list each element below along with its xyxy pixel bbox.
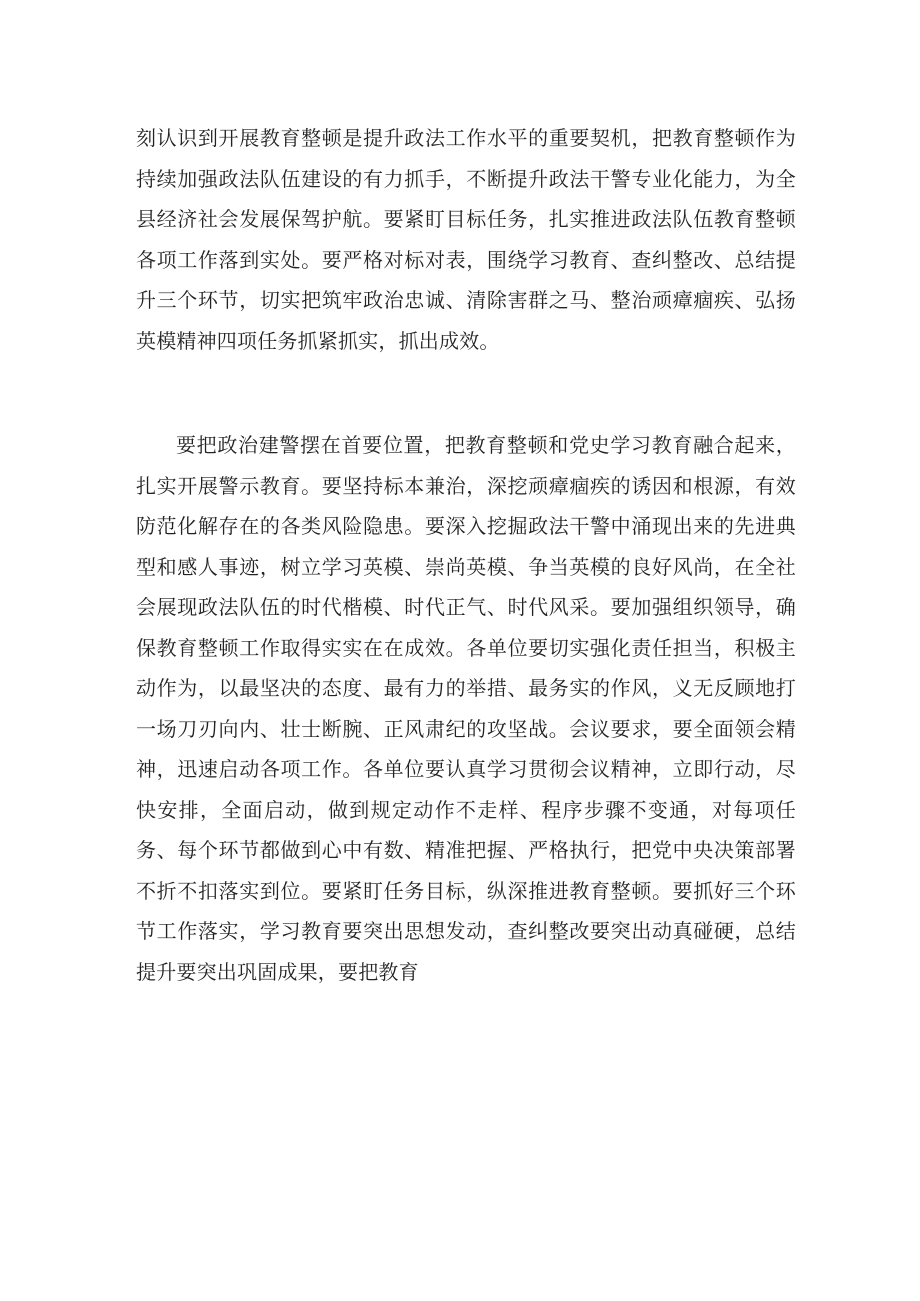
paragraph-1: 刻认识到开展教育整顿是提升政法工作水平的重要契机，把教育整顿作为持续加强政法队伍建设的有力抓手，不断提升政法干警专业化能力，为全县经济社会发展保驾护航。要紧盯目标任务，扎实推进政法队伍教育整顿各项工作落到实处。要严格对标对表，围绕学习教育、查纠整改、总结提升三个环节，切实把筑牢政治忠诚、清除害群之马、整治顽瘴痼疾、弘扬英模精神四项任务抓紧抓实，抓出成效。 xyxy=(136,126,796,353)
paragraph-2: 要把政治建警摆在首要位置，把教育整顿和党史学习教育融合起来，扎实开展警示教育。要坚持标本兼治，深挖顽瘴痼疾的诱因和根源，有效防范化解存在的各类风险隐患。要深入挖掘政法干警中涌现出来的先进典型和感人事迹，树立学习英模、崇尚英模、争当英模的良好风尚，在全社会展现政法队伍的时代楷模、时代正气、时代风采。要加强组织领导，确保教育整顿工作取得实实在在成效。各单位要切实强化责任担当，积极主动作为，以最坚决的态度、最有力的举措、最务实的作风，义无反顾地打一场刀刃向内、壮士断腕、正风肃纪的攻坚战。会议要求，要全面领会精神，迅速启动各项工作。各单位要认真学习贯彻会议精神，立即行动，尽快安排，全面启动，做到规定动作不走样、程序步骤不变通，对每项任务、每个环节都做到心中有数、精准把握、严格执行，把党中央决策部署不折不扣落实到位。要紧盯任务目标，纵深推进教育整顿。要抓好三个环节工作落实，学习教育要突出思想发动，查纠整改要突出动真碰硬，总结提升要突出巩固成果，要把教育 xyxy=(136,433,796,984)
